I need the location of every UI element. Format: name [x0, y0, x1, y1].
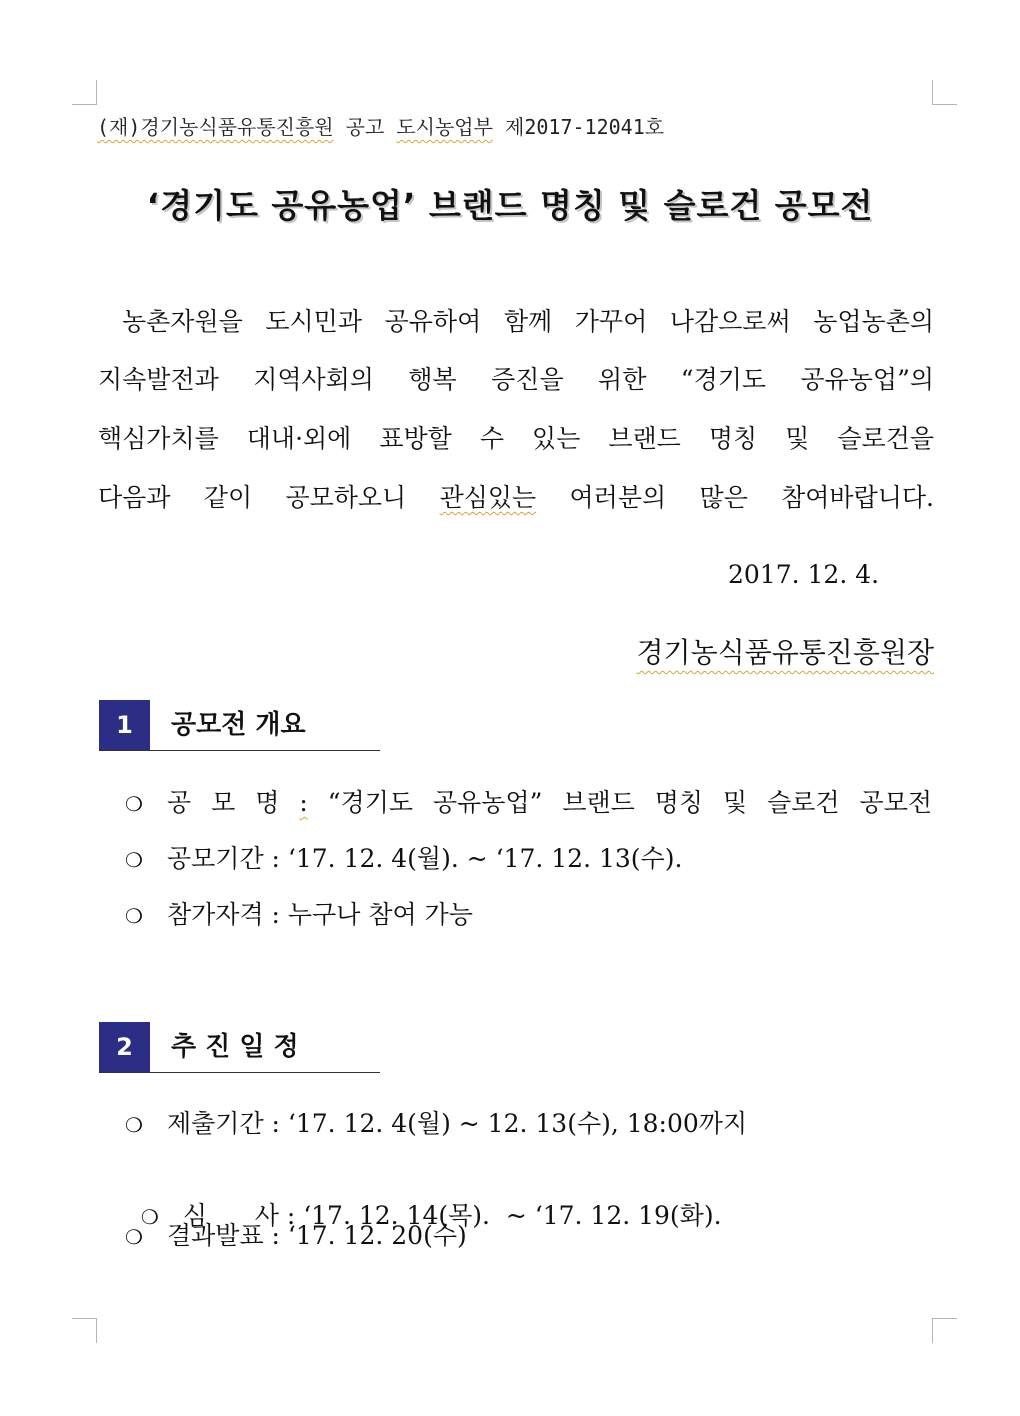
section-2-header: [99, 1022, 380, 1073]
section-2-title: 추 진 일 정: [171, 1032, 299, 1062]
section-1-item-3: [125, 897, 473, 934]
crop-mark-top-left: [72, 80, 97, 105]
bullet-circle-icon: ❍: [125, 1113, 143, 1137]
intro-line-4-part-c: 여러분의 많은 참여바랍니다.: [569, 483, 934, 512]
section-1-header: [99, 700, 380, 751]
item-text: 공모기간 : ‘17. 12. 4(월). ~ ‘17. 12. 13(수).: [167, 844, 683, 873]
bullet-circle-icon: ❍: [125, 848, 143, 872]
notice-org: (재)경기농식품유통진흥원: [97, 115, 334, 139]
item-text: 제출기간 : ‘17. 12. 4(월) ~ 12. 13(수), 18:00까지: [167, 1109, 748, 1138]
bullet-circle-icon: ❍: [125, 792, 143, 816]
section-1-item-1: [125, 785, 932, 822]
section-2-item-3: [125, 1218, 467, 1255]
section-2-item-1: [125, 1106, 747, 1143]
item-value: “경기도 공유농업” 브랜드 명칭 및 슬로건 공모전: [307, 788, 932, 817]
notice-word: 공고: [345, 115, 385, 139]
bullet-circle-icon: ❍: [125, 904, 143, 928]
crop-mark-bottom-right: [932, 1318, 957, 1343]
item-text: 심 사 : ‘17. 12. 14(목). ~ ‘17. 12. 19(화).: [182, 1201, 722, 1230]
item-colon: :: [299, 788, 308, 817]
intro-line-2: 지속발전과 지역사회의 행복 증진을 위한 “경기도 공유농업”의: [98, 365, 934, 394]
item-text: 참가자격 : 누구나 참여 가능: [167, 900, 473, 929]
crop-mark-bottom-left: [72, 1318, 97, 1343]
item-label: 공 모 명: [167, 788, 300, 817]
intro-line-4: [98, 480, 934, 516]
section-1-number: 1: [99, 700, 150, 750]
signer-name: 경기농식품유통진흥원장: [636, 636, 934, 669]
intro-line-1: 농촌자원을 도시민과 공유하여 함께 가꾸어 나감으로써 농업농촌의: [122, 307, 934, 336]
section-2-number: 2: [99, 1022, 150, 1072]
crop-mark-top-right: [932, 80, 957, 105]
notice-number: 제2017-12041호: [505, 115, 665, 139]
notice-dept: 도시농업부: [396, 115, 493, 139]
section-1-item-2: [125, 841, 682, 878]
announcement-date: 2017. 12. 4.: [728, 560, 880, 589]
signer: [636, 631, 934, 671]
bullet-circle-icon: ❍: [125, 1225, 143, 1249]
item-text: 결과발표 : ‘17. 12. 20(수): [167, 1221, 467, 1250]
notice-header: [97, 111, 664, 140]
intro-line-4-part-b: 관심있는: [439, 483, 537, 512]
section-1-title: 공모전 개요: [171, 710, 306, 740]
bullet-circle-icon: ❍: [140, 1205, 159, 1229]
document-title: ‘경기도 공유농업’ 브랜드 명칭 및 슬로건 공모전: [146, 186, 874, 225]
intro-line-4-part-a: 다음과 같이 공모하오니: [98, 483, 407, 512]
intro-line-3: 핵심가치를 대내·외에 표방할 수 있는 브랜드 명칭 및 슬로건을: [98, 424, 934, 453]
